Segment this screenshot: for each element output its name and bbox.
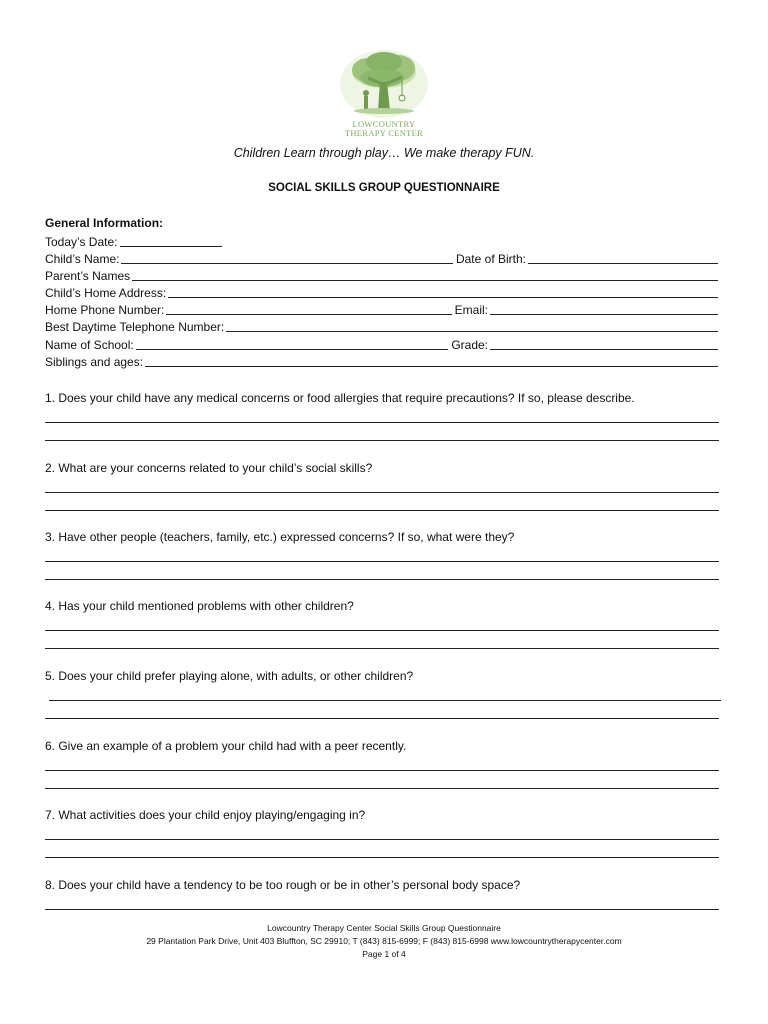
logo-line-1: LOWCOUNTRY (352, 119, 416, 129)
question-7: 7. What activities does your child enjoy playing/engaging in? (45, 808, 366, 822)
question-4: 4. Has your child mentioned problems with other children? (45, 599, 354, 613)
answer-line[interactable] (45, 909, 719, 910)
childs-name-row (45, 251, 721, 268)
home-address-label: Child’s Home Address: (45, 286, 167, 300)
email-label: Email: (454, 303, 488, 317)
school-field[interactable] (136, 348, 449, 350)
document-title: SOCIAL SKILLS GROUP QUESTIONNAIRE (268, 182, 500, 194)
date-of-birth-label: Date of Birth: (455, 252, 526, 266)
answer-line[interactable] (45, 788, 719, 789)
page-number: Page 1 of 4 (362, 949, 406, 959)
daytime-phone-row (45, 319, 721, 336)
answer-line[interactable] (45, 422, 719, 423)
question-1: 1. Does your child have any medical concerns or food allergies that require precautions? If so, please describe. (45, 391, 635, 405)
email-field[interactable] (490, 313, 718, 315)
logo (334, 48, 434, 140)
answer-line[interactable] (45, 561, 719, 562)
answer-line[interactable] (45, 648, 719, 649)
answer-line[interactable] (45, 440, 719, 441)
childs-name-field[interactable] (121, 262, 452, 264)
grade-field[interactable] (490, 348, 718, 350)
answer-line[interactable] (45, 510, 719, 511)
parents-names-field[interactable] (132, 279, 718, 281)
parents-names-row (45, 268, 721, 285)
answer-line[interactable] (45, 839, 719, 840)
siblings-row (45, 354, 721, 371)
date-of-birth-field[interactable] (528, 262, 718, 264)
question-2: 2. What are your concerns related to your child’s social skills? (45, 461, 373, 475)
logo-line-2: THERAPY CENTER (344, 128, 424, 138)
answer-line[interactable] (45, 718, 719, 719)
siblings-label: Siblings and ages: (45, 355, 144, 369)
childs-name-label: Child’s Name: (45, 252, 120, 266)
grade-label: Grade: (451, 338, 488, 352)
question-6: 6. Give an example of a problem your child had with a peer recently. (45, 739, 407, 753)
todays-date-field[interactable] (120, 245, 222, 247)
todays-date-label: Today’s Date: (45, 235, 118, 249)
home-phone-label: Home Phone Number: (45, 303, 165, 317)
siblings-field[interactable] (145, 365, 718, 367)
home-phone-row (45, 302, 721, 319)
general-info-heading: General Information: (45, 216, 164, 230)
answer-line[interactable] (45, 630, 719, 631)
daytime-phone-field[interactable] (226, 330, 718, 332)
question-8: 8. Does your child have a tendency to be too rough or be in other’s personal body space? (45, 878, 521, 892)
question-3: 3. Have other people (teachers, family, etc.) expressed concerns? If so, what were they? (45, 530, 515, 544)
parents-names-label: Parent’s Names (45, 269, 131, 283)
footer-address: 29 Plantation Park Drive, Unit 403 Bluffton, SC 29910; T (843) 815-6999; F (843) 815-6998 www.lowcountrytherapycenter.com (146, 936, 622, 946)
answer-line[interactable] (45, 579, 719, 580)
tagline: Children Learn through play… We make therapy FUN. (233, 146, 535, 160)
home-phone-field[interactable] (166, 313, 451, 315)
question-5: 5. Does your child prefer playing alone, with adults, or other children? (45, 669, 414, 683)
answer-line[interactable] (45, 492, 719, 493)
home-address-field[interactable] (168, 296, 718, 298)
home-address-row (45, 285, 721, 302)
footer-title: Lowcountry Therapy Center Social Skills Group Questionnaire (267, 923, 501, 933)
answer-line[interactable] (49, 700, 721, 701)
tree-icon (334, 48, 434, 120)
todays-date-row (45, 234, 721, 251)
school-row (45, 337, 721, 354)
answer-line[interactable] (45, 857, 719, 858)
answer-line[interactable] (45, 770, 719, 771)
school-label: Name of School: (45, 338, 134, 352)
daytime-phone-label: Best Daytime Telephone Number: (45, 320, 225, 334)
